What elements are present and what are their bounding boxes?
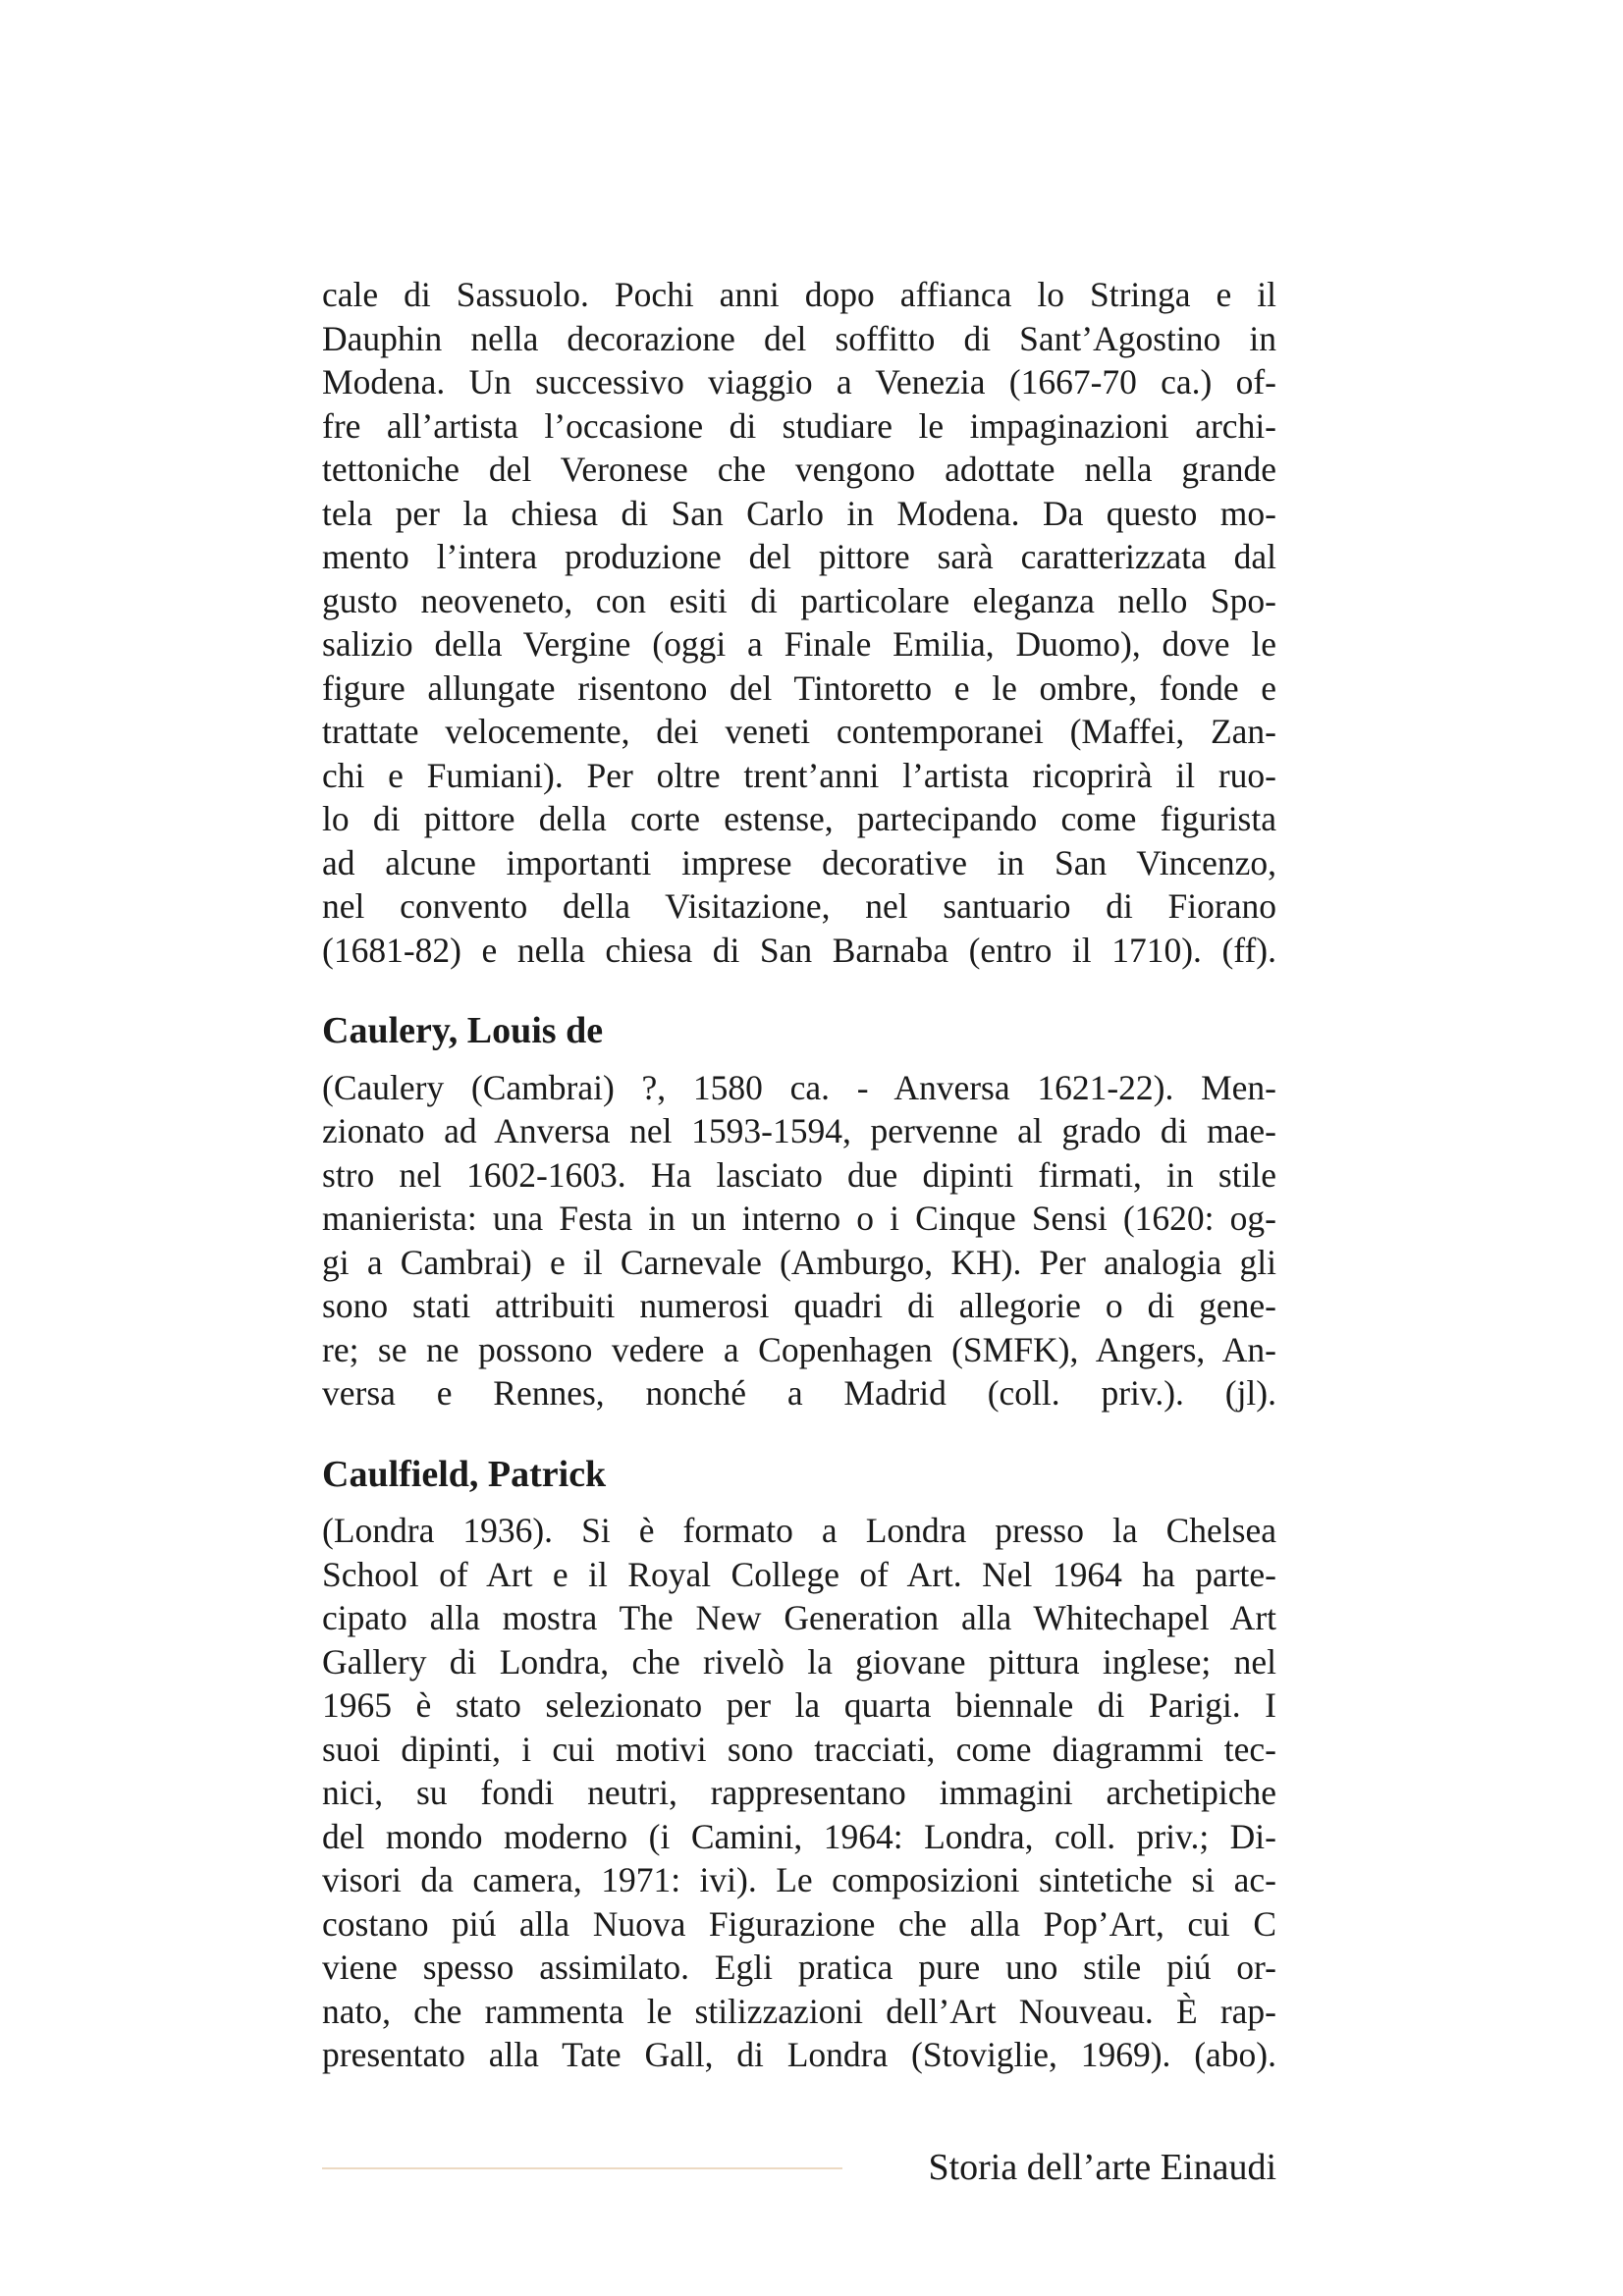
- text-line: nici, su fondi neutri, rappresentano immagini archetipiche: [322, 1773, 1276, 1812]
- text-line: Modena. Un successivo viaggio a Venezia (1667-70 ca.) of-: [322, 362, 1276, 401]
- footer-rule: [322, 2167, 842, 2169]
- text-line: costano piú alla Nuova Figurazione che alla Pop’Art, cui C: [322, 1903, 1276, 1944]
- entry-caulfield: [322, 1453, 1276, 2077]
- text-line: cale di Sassuolo. Pochi anni dopo affianca lo Stringa e il: [322, 275, 1276, 314]
- text-line: presentato alla Tate Gall, di Londra (Stoviglie, 1969). (abo).: [322, 2035, 1276, 2074]
- text-line: lo di pittore della corte estense, partecipando come figurista: [322, 799, 1276, 838]
- text-line: nato, che rammenta le stilizzazioni dell’Art Nouveau. È rap-: [322, 1991, 1276, 2031]
- entry-continuation: [322, 273, 1276, 972]
- text-line: nel convento della Visitazione, nel santuario di Fiorano: [322, 886, 1276, 926]
- text-line: versa e Rennes, nonché a Madrid (coll. priv.). (jl).: [322, 1373, 1276, 1413]
- entry-caulery: [322, 1009, 1276, 1415]
- text-line: gi a Cambrai) e il Carnevale (Amburgo, KH). Per analogia gli: [322, 1242, 1276, 1282]
- text-line: Dauphin nella decorazione del soffitto di Sant’Agostino in: [322, 318, 1276, 358]
- text-line: Gallery di Londra, che rivelò la giovane pittura inglese; nel: [322, 1641, 1276, 1682]
- text-line: trattate velocemente, dei veneti contemporanei (Maffei, Zan-: [322, 712, 1276, 751]
- text-line: figure allungate risentono del Tintoretto e le ombre, fonde e: [322, 667, 1276, 708]
- text-line: (1681-82) e nella chiesa di San Barnaba (entro il 1710). (ff).: [322, 930, 1276, 970]
- entry-heading: Caulfield, Patrick: [322, 1453, 607, 1495]
- text-line: sono stati attribuiti numerosi quadri di allegorie o di gene-: [322, 1286, 1276, 1325]
- text-line: tela per la chiesa di San Carlo in Modena. Da questo mo-: [322, 493, 1276, 533]
- text-line: School of Art e il Royal College of Art. Nel 1964 ha parte-: [322, 1554, 1276, 1594]
- text-line: gusto neoveneto, con esiti di particolare eleganza nello Spo-: [322, 580, 1276, 620]
- text-line: (Londra 1936). Si è formato a Londra presso la Chelsea: [322, 1511, 1276, 1550]
- text-line: mento l’intera produzione del pittore sarà caratterizzata dal: [322, 537, 1276, 576]
- text-line: fre all’artista l’occasione di studiare le impaginazioni archi-: [322, 405, 1276, 446]
- text-column: [322, 273, 1276, 2077]
- entry-heading: Caulery, Louis de: [322, 1010, 604, 1051]
- text-line: stro nel 1602-1603. Ha lasciato due dipinti firmati, in stile: [322, 1154, 1276, 1195]
- text-line: chi e Fumiani). Per oltre trent’anni l’artista ricoprirà il ruo-: [322, 755, 1276, 795]
- text-line: suoi dipinti, i cui motivi sono tracciati, come diagrammi tec-: [322, 1729, 1276, 1769]
- heading-spacer: [322, 1496, 1276, 1509]
- text-line: del mondo moderno (i Camini, 1964: Londra, coll. priv.; Di-: [322, 1816, 1276, 1856]
- text-line: manierista: una Festa in un interno o i Cinque Sensi (1620: og-: [322, 1199, 1276, 1238]
- heading-spacer: [322, 1053, 1276, 1066]
- paragraph-spacer: [322, 972, 1276, 1009]
- text-line: visori da camera, 1971: ivi). Le composizioni sintetiche si ac-: [322, 1860, 1276, 1899]
- text-line: salizio della Vergine (oggi a Finale Emilia, Duomo), dove le: [322, 624, 1276, 664]
- text-line: ad alcune importanti imprese decorative in San Vincenzo,: [322, 842, 1276, 882]
- text-line: re; se ne possono vedere a Copenhagen (SMFK), Angers, An-: [322, 1329, 1276, 1369]
- text-line: 1965 è stato selezionato per la quarta biennale di Parigi. I: [322, 1685, 1276, 1725]
- text-line: viene spesso assimilato. Egli pratica pure uno stile piú or-: [322, 1948, 1276, 1987]
- text-line: zionato ad Anversa nel 1593-1594, pervenne al grado di mae-: [322, 1111, 1276, 1150]
- text-line: tettoniche del Veronese che vengono adottate nella grande: [322, 450, 1276, 489]
- text-line: cipato alla mostra The New Generation alla Whitechapel Art: [322, 1598, 1276, 1637]
- paragraph-spacer: [322, 1415, 1276, 1453]
- text-line: (Caulery (Cambrai) ?, 1580 ca. - Anversa 1621-22). Men-: [322, 1067, 1276, 1107]
- footer-publication-title: Storia dell’arte Einaudi: [928, 2147, 1276, 2188]
